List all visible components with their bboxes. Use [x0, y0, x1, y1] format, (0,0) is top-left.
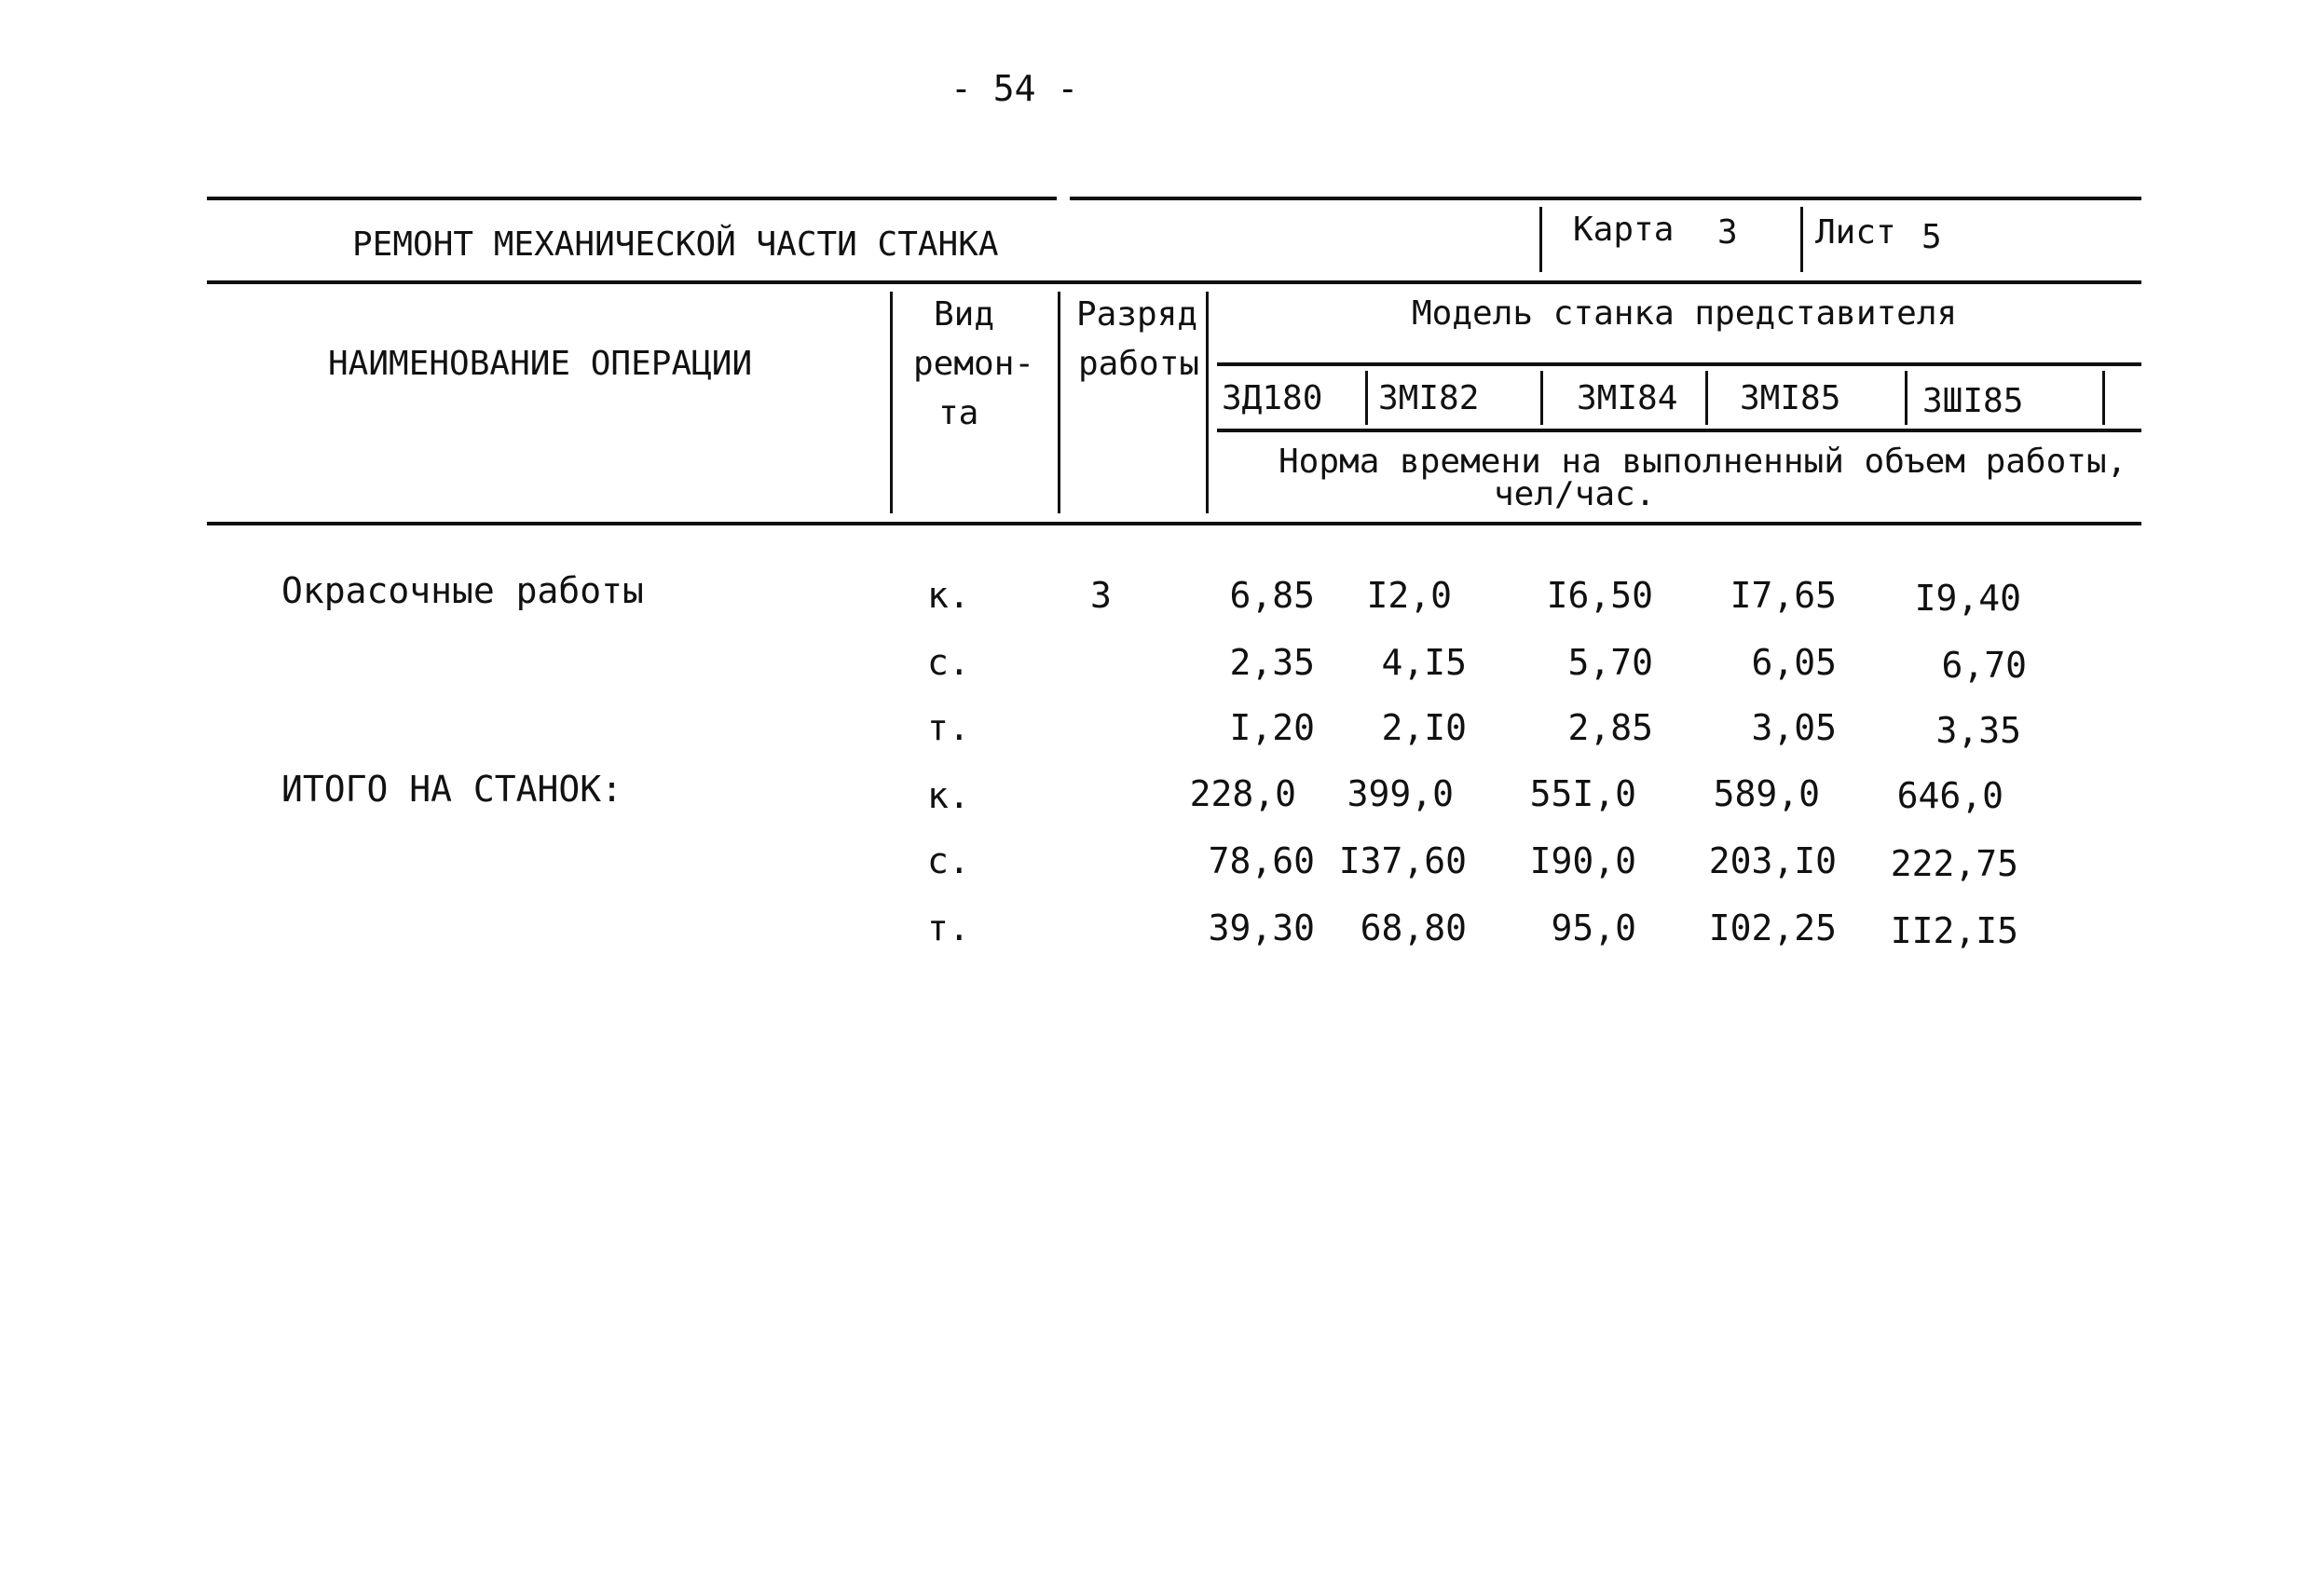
row-1-operation: Окрасочные работы: [281, 570, 644, 611]
row-3-value-3: 2,85: [1567, 707, 1653, 748]
model-divider-2: [1540, 371, 1543, 425]
row-4-value-2: 399,0: [1347, 773, 1454, 814]
repair-type-header-1: Вид: [934, 295, 995, 334]
row-1-grade: 3: [1090, 575, 1112, 616]
col-divider-operation: [890, 292, 893, 513]
operation-header: НАИМЕНОВАНИЕ ОПЕРАЦИИ: [328, 345, 753, 383]
row-6-value-1: 39,30: [1208, 907, 1315, 948]
row-6-value-2: 68,80: [1360, 907, 1467, 948]
row-4-operation: ИТОГО НА СТАНОК:: [281, 769, 623, 810]
row-2-value-1: 2,35: [1229, 642, 1315, 683]
norm-rule: [1217, 429, 2141, 432]
model-divider-4: [1905, 371, 1908, 425]
row-6-value-3: 95,0: [1551, 907, 1636, 948]
row-3-value-2: 2,I0: [1381, 707, 1467, 748]
row-1-value-2: I2,0: [1366, 575, 1452, 616]
model-header-2: 3МI82: [1378, 379, 1480, 417]
row-2-value-3: 5,70: [1567, 642, 1653, 683]
model-header-3: 3МI84: [1577, 379, 1678, 417]
row-2-value-5: 6,70: [1941, 645, 2027, 686]
row-5-value-3: I90,0: [1529, 840, 1636, 881]
top-rule-right: [1070, 197, 2141, 200]
repair-type-header-2: ремон-: [913, 345, 1035, 383]
repair-type-header-3: та: [938, 394, 979, 432]
row-1-value-1: 6,85: [1229, 575, 1315, 616]
row-3-value-4: 3,05: [1751, 707, 1837, 748]
model-divider-5: [2102, 371, 2105, 425]
model-header-1: 3Д180: [1222, 379, 1323, 417]
row-5-value-5: 222,75: [1890, 843, 2018, 884]
row-3-value-5: 3,35: [1935, 710, 2021, 751]
sheet-label: Лист: [1815, 213, 1896, 252]
norm-header-2: чел/час.: [1494, 475, 1656, 513]
sheet-divider: [1800, 207, 1803, 272]
row-4-value-5: 646,0: [1896, 775, 2003, 816]
row-4-value-3: 55I,0: [1529, 773, 1636, 814]
row-2-value-2: 4,I5: [1381, 642, 1467, 683]
row-4-value-1: 228,0: [1189, 773, 1296, 814]
sheet-value: 5: [1921, 218, 1942, 256]
row-6-type: т.: [927, 907, 970, 948]
row-3-type: т.: [927, 707, 970, 748]
header-rule: [207, 280, 2141, 284]
col-divider-type: [1058, 292, 1060, 513]
row-1-value-4: I7,65: [1730, 575, 1837, 616]
model-header-5: 3ШI85: [1922, 382, 2024, 420]
page-number: - 54 -: [950, 68, 1079, 109]
row-4-type: к.: [927, 775, 970, 816]
row-1-value-3: I6,50: [1546, 575, 1653, 616]
row-5-type: с.: [927, 840, 970, 881]
top-rule-left: [207, 197, 1057, 200]
row-1-type: к.: [927, 575, 970, 616]
model-divider-1: [1365, 371, 1368, 425]
row-6-value-5: II2,I5: [1890, 910, 2018, 951]
row-1-value-5: I9,40: [1914, 578, 2021, 619]
card-divider: [1539, 207, 1542, 272]
model-header-4: 3МI85: [1740, 379, 1841, 417]
card-label: Карта: [1573, 211, 1675, 249]
row-5-value-2: I37,60: [1338, 840, 1467, 881]
row-2-type: с.: [927, 642, 970, 683]
row-6-value-4: I02,25: [1708, 907, 1837, 948]
col-divider-grade: [1206, 292, 1209, 513]
grade-header-1: Разряд: [1076, 295, 1198, 334]
grade-header-2: работы: [1078, 345, 1200, 383]
row-5-value-4: 203,I0: [1708, 840, 1837, 881]
table-header-bottom-rule: [207, 522, 2141, 525]
model-divider-3: [1705, 371, 1708, 425]
row-2-value-4: 6,05: [1751, 642, 1837, 683]
row-5-value-1: 78,60: [1208, 840, 1315, 881]
model-group-header: Модель станка представителя: [1412, 294, 1958, 333]
model-rule: [1217, 362, 2141, 366]
card-value: 3: [1717, 213, 1738, 252]
table-title: РЕМОНТ МЕХАНИЧЕСКОЙ ЧАСТИ СТАНКА: [352, 225, 999, 264]
norm-header-1: Норма времени на выполненный объем работы,: [1279, 443, 2127, 481]
row-3-value-1: I,20: [1229, 707, 1315, 748]
row-4-value-4: 589,0: [1713, 773, 1820, 814]
